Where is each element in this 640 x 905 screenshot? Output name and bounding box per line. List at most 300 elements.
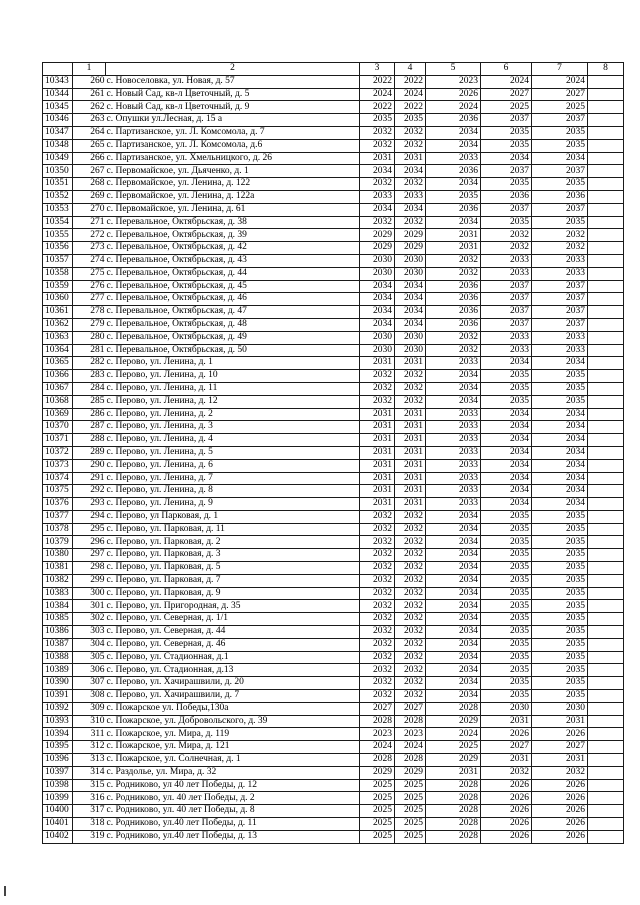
- table-row: [43, 280, 624, 293]
- col3-year-cell: 2031: [360, 421, 395, 434]
- row-id-cell: 10383: [43, 587, 73, 600]
- row-number-cell: 284: [73, 382, 106, 395]
- col7-year-cell: 2035: [532, 600, 588, 613]
- col6-year-cell: 2027: [481, 88, 532, 101]
- address-cell: с. Родниково, ул.40 лет Победы, д. 13: [106, 830, 360, 843]
- col3-year-cell: 2031: [360, 498, 395, 511]
- address-cell: с. Перевальное, Октябрьская, д. 45: [106, 280, 360, 293]
- col7-year-cell: 2035: [532, 126, 588, 139]
- col8-empty-cell: [588, 562, 624, 575]
- col5-year-cell: 2031: [426, 229, 481, 242]
- row-number-cell: 294: [73, 510, 106, 523]
- header-cell-4: 4: [395, 63, 426, 76]
- col8-empty-cell: [588, 690, 624, 703]
- col8-empty-cell: [588, 229, 624, 242]
- col8-empty-cell: [588, 498, 624, 511]
- col5-year-cell: 2034: [426, 216, 481, 229]
- row-number-cell: 261: [73, 88, 106, 101]
- col5-year-cell: 2036: [426, 280, 481, 293]
- col6-year-cell: 2026: [481, 818, 532, 831]
- col4-year-cell: 2031: [395, 152, 426, 165]
- row-id-cell: 10344: [43, 88, 73, 101]
- table-row: [43, 75, 624, 88]
- col8-empty-cell: [588, 114, 624, 127]
- col5-year-cell: 2028: [426, 792, 481, 805]
- col3-year-cell: 2025: [360, 818, 395, 831]
- row-id-cell: 10396: [43, 754, 73, 767]
- col3-year-cell: 2032: [360, 126, 395, 139]
- row-id-cell: 10392: [43, 702, 73, 715]
- col5-year-cell: 2034: [426, 536, 481, 549]
- col8-empty-cell: [588, 306, 624, 319]
- col3-year-cell: 2034: [360, 293, 395, 306]
- col8-empty-cell: [588, 818, 624, 831]
- col4-year-cell: 2029: [395, 242, 426, 255]
- col7-year-cell: 2035: [532, 690, 588, 703]
- col3-year-cell: 2032: [360, 562, 395, 575]
- col4-year-cell: 2032: [395, 613, 426, 626]
- table-row: [43, 88, 624, 101]
- col6-year-cell: 2026: [481, 792, 532, 805]
- col6-year-cell: 2033: [481, 267, 532, 280]
- col6-year-cell: 2035: [481, 510, 532, 523]
- col4-year-cell: 2030: [395, 344, 426, 357]
- col7-year-cell: 2033: [532, 254, 588, 267]
- col6-year-cell: 2035: [481, 178, 532, 191]
- col4-year-cell: 2034: [395, 293, 426, 306]
- col8-empty-cell: [588, 446, 624, 459]
- col8-empty-cell: [588, 830, 624, 843]
- col6-year-cell: 2035: [481, 139, 532, 152]
- address-cell: с. Перово, ул. Парковая, д. 7: [106, 574, 360, 587]
- col4-year-cell: 2034: [395, 318, 426, 331]
- col8-empty-cell: [588, 280, 624, 293]
- col8-empty-cell: [588, 318, 624, 331]
- row-id-cell: 10373: [43, 459, 73, 472]
- col7-year-cell: 2031: [532, 715, 588, 728]
- row-id-cell: 10368: [43, 395, 73, 408]
- col7-year-cell: 2037: [532, 114, 588, 127]
- col4-year-cell: 2024: [395, 741, 426, 754]
- col4-year-cell: 2032: [395, 523, 426, 536]
- row-id-cell: 10393: [43, 715, 73, 728]
- col6-year-cell: 2037: [481, 114, 532, 127]
- col3-year-cell: 2035: [360, 114, 395, 127]
- address-cell: с. Перово, ул. Ленина, д. 1: [106, 357, 360, 370]
- address-cell: с. Перово, ул. Северная, д. 1/1: [106, 613, 360, 626]
- row-id-cell: 10362: [43, 318, 73, 331]
- col7-year-cell: 2027: [532, 88, 588, 101]
- col7-year-cell: 2026: [532, 830, 588, 843]
- col7-year-cell: 2032: [532, 229, 588, 242]
- col7-year-cell: 2035: [532, 587, 588, 600]
- table-row: [43, 344, 624, 357]
- col5-year-cell: 2033: [426, 357, 481, 370]
- col8-empty-cell: [588, 613, 624, 626]
- col6-year-cell: 2035: [481, 626, 532, 639]
- col4-year-cell: 2032: [395, 574, 426, 587]
- row-number-cell: 292: [73, 485, 106, 498]
- row-id-cell: 10351: [43, 178, 73, 191]
- table-row: [43, 190, 624, 203]
- col3-year-cell: 2032: [360, 382, 395, 395]
- row-number-cell: 271: [73, 216, 106, 229]
- col6-year-cell: 2036: [481, 190, 532, 203]
- col3-year-cell: 2032: [360, 510, 395, 523]
- col6-year-cell: 2034: [481, 357, 532, 370]
- row-id-cell: 10358: [43, 267, 73, 280]
- col3-year-cell: 2034: [360, 280, 395, 293]
- col6-year-cell: 2035: [481, 536, 532, 549]
- col3-year-cell: 2032: [360, 395, 395, 408]
- table-row: [43, 357, 624, 370]
- row-number-cell: 275: [73, 267, 106, 280]
- col8-empty-cell: [588, 126, 624, 139]
- col7-year-cell: 2026: [532, 805, 588, 818]
- col5-year-cell: 2034: [426, 626, 481, 639]
- col7-year-cell: 2035: [532, 536, 588, 549]
- col8-empty-cell: [588, 139, 624, 152]
- row-number-cell: 302: [73, 613, 106, 626]
- row-number-cell: 269: [73, 190, 106, 203]
- col6-year-cell: 2035: [481, 216, 532, 229]
- col4-year-cell: 2032: [395, 651, 426, 664]
- table-row: [43, 830, 624, 843]
- col5-year-cell: 2024: [426, 728, 481, 741]
- col3-year-cell: 2031: [360, 357, 395, 370]
- table-row: [43, 421, 624, 434]
- table-row: [43, 523, 624, 536]
- row-number-cell: 276: [73, 280, 106, 293]
- row-id-cell: 10387: [43, 638, 73, 651]
- col8-empty-cell: [588, 242, 624, 255]
- col6-year-cell: 2035: [481, 587, 532, 600]
- header-cell-1: 1: [73, 63, 106, 76]
- col8-empty-cell: [588, 472, 624, 485]
- col3-year-cell: 2032: [360, 600, 395, 613]
- col3-year-cell: 2034: [360, 165, 395, 178]
- col5-year-cell: 2034: [426, 677, 481, 690]
- col4-year-cell: 2031: [395, 421, 426, 434]
- col8-empty-cell: [588, 203, 624, 216]
- col5-year-cell: 2033: [426, 421, 481, 434]
- col7-year-cell: 2035: [532, 626, 588, 639]
- col4-year-cell: 2031: [395, 434, 426, 447]
- row-number-cell: 263: [73, 114, 106, 127]
- col6-year-cell: 2034: [481, 434, 532, 447]
- row-number-cell: 316: [73, 792, 106, 805]
- col3-year-cell: 2032: [360, 638, 395, 651]
- address-cell: с. Перово, ул. Хачирашвили, д. 7: [106, 690, 360, 703]
- address-cell: с. Перово, ул. Ленина, д. 6: [106, 459, 360, 472]
- row-number-cell: 264: [73, 126, 106, 139]
- col7-year-cell: 2037: [532, 293, 588, 306]
- col7-year-cell: 2027: [532, 741, 588, 754]
- address-cell: с. Перово, ул. Ленина, д. 10: [106, 370, 360, 383]
- address-cell: с. Перевальное, Октябрьская, д. 44: [106, 267, 360, 280]
- row-number-cell: 305: [73, 651, 106, 664]
- col3-year-cell: 2032: [360, 626, 395, 639]
- col6-year-cell: 2024: [481, 75, 532, 88]
- address-cell: с. Перевальное, Октябрьская, д. 39: [106, 229, 360, 242]
- col6-year-cell: 2037: [481, 165, 532, 178]
- col3-year-cell: 2034: [360, 318, 395, 331]
- col7-year-cell: 2034: [532, 408, 588, 421]
- col6-year-cell: 2032: [481, 229, 532, 242]
- col8-empty-cell: [588, 434, 624, 447]
- col6-year-cell: 2035: [481, 395, 532, 408]
- row-id-cell: 10377: [43, 510, 73, 523]
- col5-year-cell: 2033: [426, 408, 481, 421]
- col3-year-cell: 2033: [360, 190, 395, 203]
- address-cell: с. Родниково, ул 40 лет Победы, д. 12: [106, 779, 360, 792]
- col3-year-cell: 2031: [360, 152, 395, 165]
- table-row: [43, 587, 624, 600]
- row-id-cell: 10386: [43, 626, 73, 639]
- col5-year-cell: 2031: [426, 242, 481, 255]
- table-row: [43, 613, 624, 626]
- col7-year-cell: 2034: [532, 152, 588, 165]
- address-cell: с. Перово, ул. Стадионная, д.1: [106, 651, 360, 664]
- address-cell: с. Перово, ул. Ленина, д. 5: [106, 446, 360, 459]
- address-cell: с. Партизанское, ул. Л. Комсомола, д.6: [106, 139, 360, 152]
- row-number-cell: 295: [73, 523, 106, 536]
- col8-empty-cell: [588, 600, 624, 613]
- col7-year-cell: 2035: [532, 523, 588, 536]
- table-row: [43, 690, 624, 703]
- col3-year-cell: 2032: [360, 613, 395, 626]
- col6-year-cell: 2027: [481, 741, 532, 754]
- address-cell: с. Перово, ул. Ленина, д. 4: [106, 434, 360, 447]
- col7-year-cell: 2033: [532, 267, 588, 280]
- col8-empty-cell: [588, 664, 624, 677]
- address-cell: с. Перевальное, Октябрьская, д. 47: [106, 306, 360, 319]
- col4-year-cell: 2032: [395, 690, 426, 703]
- address-cell: с. Перово, ул. Ленина, д. 7: [106, 472, 360, 485]
- row-id-cell: 10379: [43, 536, 73, 549]
- col6-year-cell: 2032: [481, 766, 532, 779]
- col7-year-cell: 2033: [532, 331, 588, 344]
- col8-empty-cell: [588, 382, 624, 395]
- address-cell: с. Перово, ул. Северная, д. 46: [106, 638, 360, 651]
- col6-year-cell: 2031: [481, 754, 532, 767]
- header-cell-2: 2: [106, 63, 360, 76]
- row-number-cell: 287: [73, 421, 106, 434]
- header-cell-5: 5: [426, 63, 481, 76]
- table-row: [43, 626, 624, 639]
- col8-empty-cell: [588, 510, 624, 523]
- col8-empty-cell: [588, 101, 624, 114]
- address-cell: с. Новый Сад, кв-л Цветочный, д. 9: [106, 101, 360, 114]
- col5-year-cell: 2034: [426, 523, 481, 536]
- col5-year-cell: 2032: [426, 267, 481, 280]
- col3-year-cell: 2030: [360, 331, 395, 344]
- table-row: [43, 754, 624, 767]
- row-id-cell: 10394: [43, 728, 73, 741]
- address-cell: с. Первомайское, ул. Дьяченко, д. 1: [106, 165, 360, 178]
- col5-year-cell: 2031: [426, 766, 481, 779]
- col4-year-cell: 2033: [395, 190, 426, 203]
- col7-year-cell: 2035: [532, 178, 588, 191]
- address-cell: с. Перово, ул Парковая, д. 1: [106, 510, 360, 523]
- col4-year-cell: 2031: [395, 408, 426, 421]
- col7-year-cell: 2025: [532, 101, 588, 114]
- col5-year-cell: 2029: [426, 754, 481, 767]
- col3-year-cell: 2024: [360, 88, 395, 101]
- col7-year-cell: 2035: [532, 382, 588, 395]
- col8-empty-cell: [588, 792, 624, 805]
- col8-empty-cell: [588, 536, 624, 549]
- address-cell: с. Перово, ул. Парковая, д. 5: [106, 562, 360, 575]
- col7-year-cell: 2037: [532, 203, 588, 216]
- row-number-cell: 268: [73, 178, 106, 191]
- row-number-cell: 283: [73, 370, 106, 383]
- col6-year-cell: 2035: [481, 574, 532, 587]
- col3-year-cell: 2031: [360, 434, 395, 447]
- row-number-cell: 279: [73, 318, 106, 331]
- row-id-cell: 10378: [43, 523, 73, 536]
- col4-year-cell: 2025: [395, 818, 426, 831]
- row-id-cell: 10385: [43, 613, 73, 626]
- address-cell: с. Перово, ул. Северная, д. 44: [106, 626, 360, 639]
- col6-year-cell: 2035: [481, 677, 532, 690]
- col7-year-cell: 2034: [532, 472, 588, 485]
- col7-year-cell: 2026: [532, 792, 588, 805]
- col6-year-cell: 2035: [481, 651, 532, 664]
- col6-year-cell: 2034: [481, 498, 532, 511]
- col4-year-cell: 2025: [395, 830, 426, 843]
- col4-year-cell: 2032: [395, 139, 426, 152]
- col3-year-cell: 2029: [360, 229, 395, 242]
- col7-year-cell: 2026: [532, 818, 588, 831]
- col6-year-cell: 2035: [481, 549, 532, 562]
- row-number-cell: 293: [73, 498, 106, 511]
- row-number-cell: 303: [73, 626, 106, 639]
- col3-year-cell: 2031: [360, 408, 395, 421]
- col5-year-cell: 2033: [426, 152, 481, 165]
- row-number-cell: 273: [73, 242, 106, 255]
- col7-year-cell: 2035: [532, 613, 588, 626]
- col4-year-cell: 2030: [395, 331, 426, 344]
- col3-year-cell: 2025: [360, 779, 395, 792]
- row-id-cell: 10355: [43, 229, 73, 242]
- col6-year-cell: 2026: [481, 830, 532, 843]
- table-row: [43, 741, 624, 754]
- row-id-cell: 10360: [43, 293, 73, 306]
- address-cell: с. Пожарское, ул. Солнечная, д. 1: [106, 754, 360, 767]
- col6-year-cell: 2026: [481, 779, 532, 792]
- col8-empty-cell: [588, 88, 624, 101]
- col4-year-cell: 2031: [395, 498, 426, 511]
- col7-year-cell: 2036: [532, 190, 588, 203]
- col5-year-cell: 2033: [426, 498, 481, 511]
- header-cell-7: 7: [532, 63, 588, 76]
- row-id-cell: 10346: [43, 114, 73, 127]
- col4-year-cell: 2032: [395, 600, 426, 613]
- col5-year-cell: 2023: [426, 75, 481, 88]
- col5-year-cell: 2028: [426, 818, 481, 831]
- row-id-cell: 10353: [43, 203, 73, 216]
- table-row: [43, 702, 624, 715]
- col3-year-cell: 2030: [360, 254, 395, 267]
- address-cell: с. Перово, ул. Хачирашвили, д. 20: [106, 677, 360, 690]
- col6-year-cell: 2035: [481, 638, 532, 651]
- row-id-cell: 10395: [43, 741, 73, 754]
- row-number-cell: 312: [73, 741, 106, 754]
- col7-year-cell: 2032: [532, 242, 588, 255]
- table-row: [43, 510, 624, 523]
- col5-year-cell: 2033: [426, 459, 481, 472]
- col8-empty-cell: [588, 421, 624, 434]
- table-row: [43, 805, 624, 818]
- col7-year-cell: 2032: [532, 766, 588, 779]
- col3-year-cell: 2023: [360, 728, 395, 741]
- row-id-cell: 10382: [43, 574, 73, 587]
- col8-empty-cell: [588, 766, 624, 779]
- row-id-cell: 10350: [43, 165, 73, 178]
- table-row: [43, 126, 624, 139]
- table-row: [43, 114, 624, 127]
- col4-year-cell: 2029: [395, 766, 426, 779]
- row-number-cell: 300: [73, 587, 106, 600]
- row-id-cell: 10361: [43, 306, 73, 319]
- col4-year-cell: 2032: [395, 536, 426, 549]
- col8-empty-cell: [588, 254, 624, 267]
- col3-year-cell: 2030: [360, 267, 395, 280]
- address-cell: с. Первомайское, ул. Ленина, д. 122а: [106, 190, 360, 203]
- table-row: [43, 792, 624, 805]
- col4-year-cell: 2034: [395, 280, 426, 293]
- col6-year-cell: 2026: [481, 728, 532, 741]
- col8-empty-cell: [588, 485, 624, 498]
- col5-year-cell: 2036: [426, 203, 481, 216]
- col6-year-cell: 2026: [481, 805, 532, 818]
- col5-year-cell: 2033: [426, 485, 481, 498]
- row-id-cell: 10388: [43, 651, 73, 664]
- address-cell: с. Перевальное, Октябрьская, д. 43: [106, 254, 360, 267]
- table-row: [43, 139, 624, 152]
- col8-empty-cell: [588, 395, 624, 408]
- address-cell: с. Пожарское, ул. Мира, д. 119: [106, 728, 360, 741]
- col7-year-cell: 2035: [532, 549, 588, 562]
- col8-empty-cell: [588, 805, 624, 818]
- col3-year-cell: 2022: [360, 101, 395, 114]
- col5-year-cell: 2034: [426, 613, 481, 626]
- col6-year-cell: 2033: [481, 331, 532, 344]
- col7-year-cell: 2035: [532, 574, 588, 587]
- row-number-cell: 309: [73, 702, 106, 715]
- col3-year-cell: 2032: [360, 690, 395, 703]
- row-id-cell: 10380: [43, 549, 73, 562]
- table-row: [43, 459, 624, 472]
- row-number-cell: 286: [73, 408, 106, 421]
- col6-year-cell: 2035: [481, 382, 532, 395]
- col7-year-cell: 2035: [532, 510, 588, 523]
- address-cell: с. Перевальное, Октябрьская, д. 50: [106, 344, 360, 357]
- row-number-cell: 291: [73, 472, 106, 485]
- col4-year-cell: 2031: [395, 472, 426, 485]
- table-row: [43, 779, 624, 792]
- col8-empty-cell: [588, 152, 624, 165]
- col7-year-cell: 2034: [532, 446, 588, 459]
- col4-year-cell: 2032: [395, 178, 426, 191]
- col8-empty-cell: [588, 702, 624, 715]
- table-row: [43, 638, 624, 651]
- col7-year-cell: 2037: [532, 280, 588, 293]
- col7-year-cell: 2037: [532, 318, 588, 331]
- address-cell: с. Перевальное, Октябрьская, д. 38: [106, 216, 360, 229]
- col4-year-cell: 2032: [395, 664, 426, 677]
